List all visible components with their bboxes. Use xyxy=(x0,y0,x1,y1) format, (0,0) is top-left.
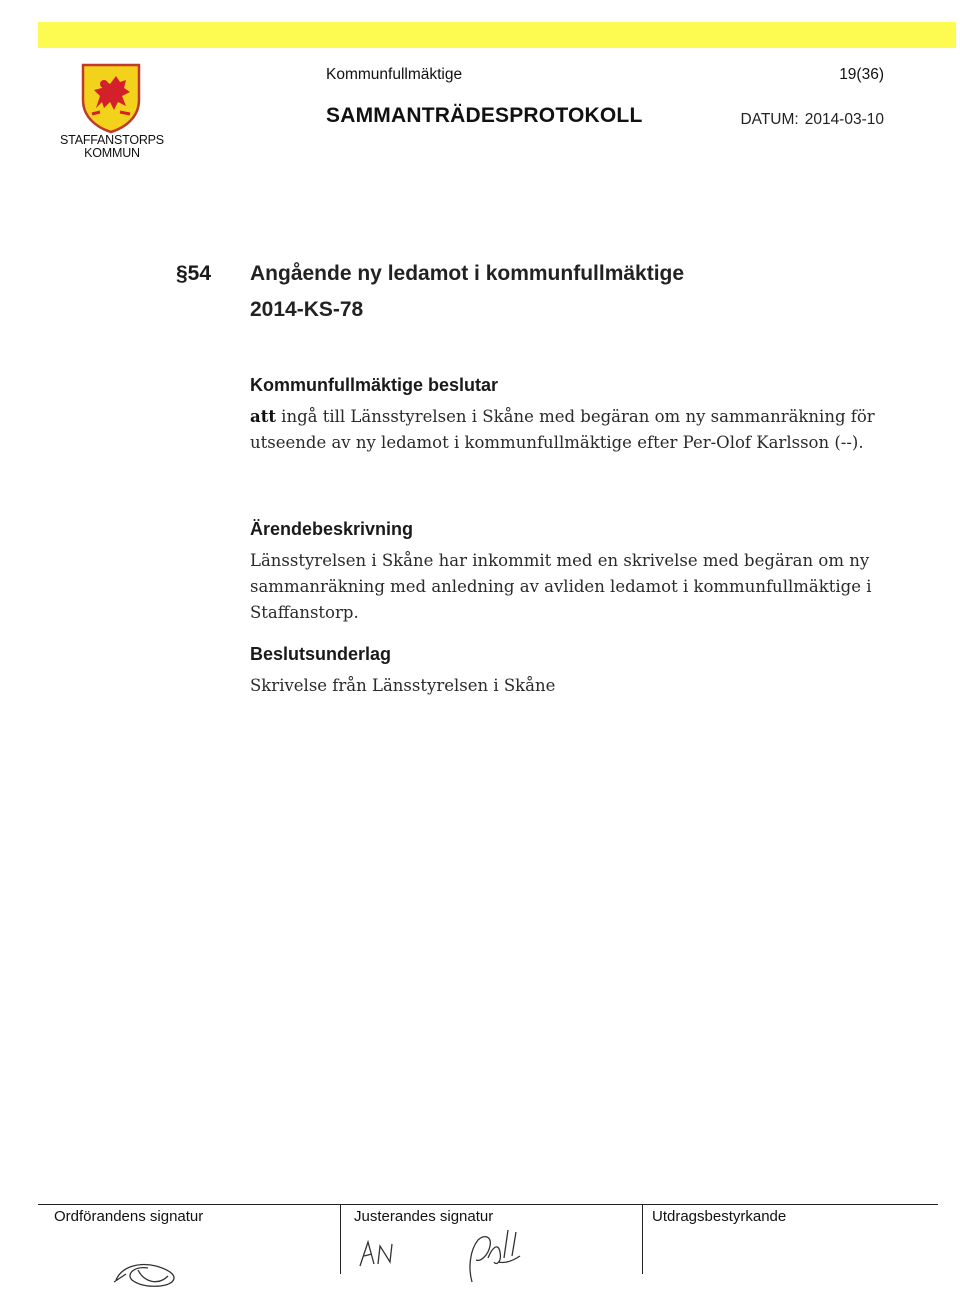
decision-heading: Kommunfullmäktige beslutar xyxy=(250,375,499,395)
decision-lead: att xyxy=(250,407,276,426)
decision-body: ingå till Länsstyrelsen i Skåne med begäran om ny sammanräkning för utseende av ny ledamot i kommunfullmäktige efter Per-Olof Karlsson (--). xyxy=(250,407,875,452)
basis-text: Skrivelse från Länsstyrelsen i Skåne xyxy=(250,676,556,695)
adjusters-signature-label: Justerandes signatur xyxy=(354,1208,494,1225)
description-text: Länsstyrelsen i Skåne har inkommit med en skrivelse med begäran om ny sammanräkning med anledning av avliden ledamot i kommunfullmäktige i Staffanstorp. xyxy=(250,551,872,622)
document-date xyxy=(740,111,884,129)
coat-of-arms-icon xyxy=(80,62,142,134)
highlight-strip xyxy=(38,22,956,48)
council-name: Kommunfullmäktige xyxy=(326,66,463,83)
chair-signature-label: Ordförandens signatur xyxy=(54,1208,204,1225)
decision-text xyxy=(250,404,910,456)
adjuster-initials-mark xyxy=(356,1234,406,1274)
case-number: 2014-KS-78 xyxy=(250,298,364,321)
signature-divider xyxy=(642,1204,643,1274)
paragraph-heading: Angående ny ledamot i kommunfullmäktige xyxy=(250,262,685,285)
signature-line xyxy=(38,1204,938,1205)
document-title: SAMMANTRÄDESPROTOKOLL xyxy=(326,104,643,127)
date-label: DATUM: xyxy=(740,111,799,128)
adjuster-signature-mark xyxy=(458,1222,528,1286)
chair-signature-mark xyxy=(108,1246,188,1294)
signature-block xyxy=(38,1196,938,1299)
page-number: 19(36) xyxy=(839,66,884,83)
extract-certification-label: Utdragsbestyrkande xyxy=(652,1208,787,1225)
paragraph-number: §54 xyxy=(176,262,212,285)
signature-divider xyxy=(340,1204,341,1274)
description-heading: Ärendebeskrivning xyxy=(250,519,414,539)
municipality-logo xyxy=(60,62,164,162)
municipality-name: STAFFANSTORPS KOMMUN xyxy=(60,133,164,160)
basis-heading: Beslutsunderlag xyxy=(250,644,392,664)
date-value: 2014-03-10 xyxy=(804,111,884,128)
